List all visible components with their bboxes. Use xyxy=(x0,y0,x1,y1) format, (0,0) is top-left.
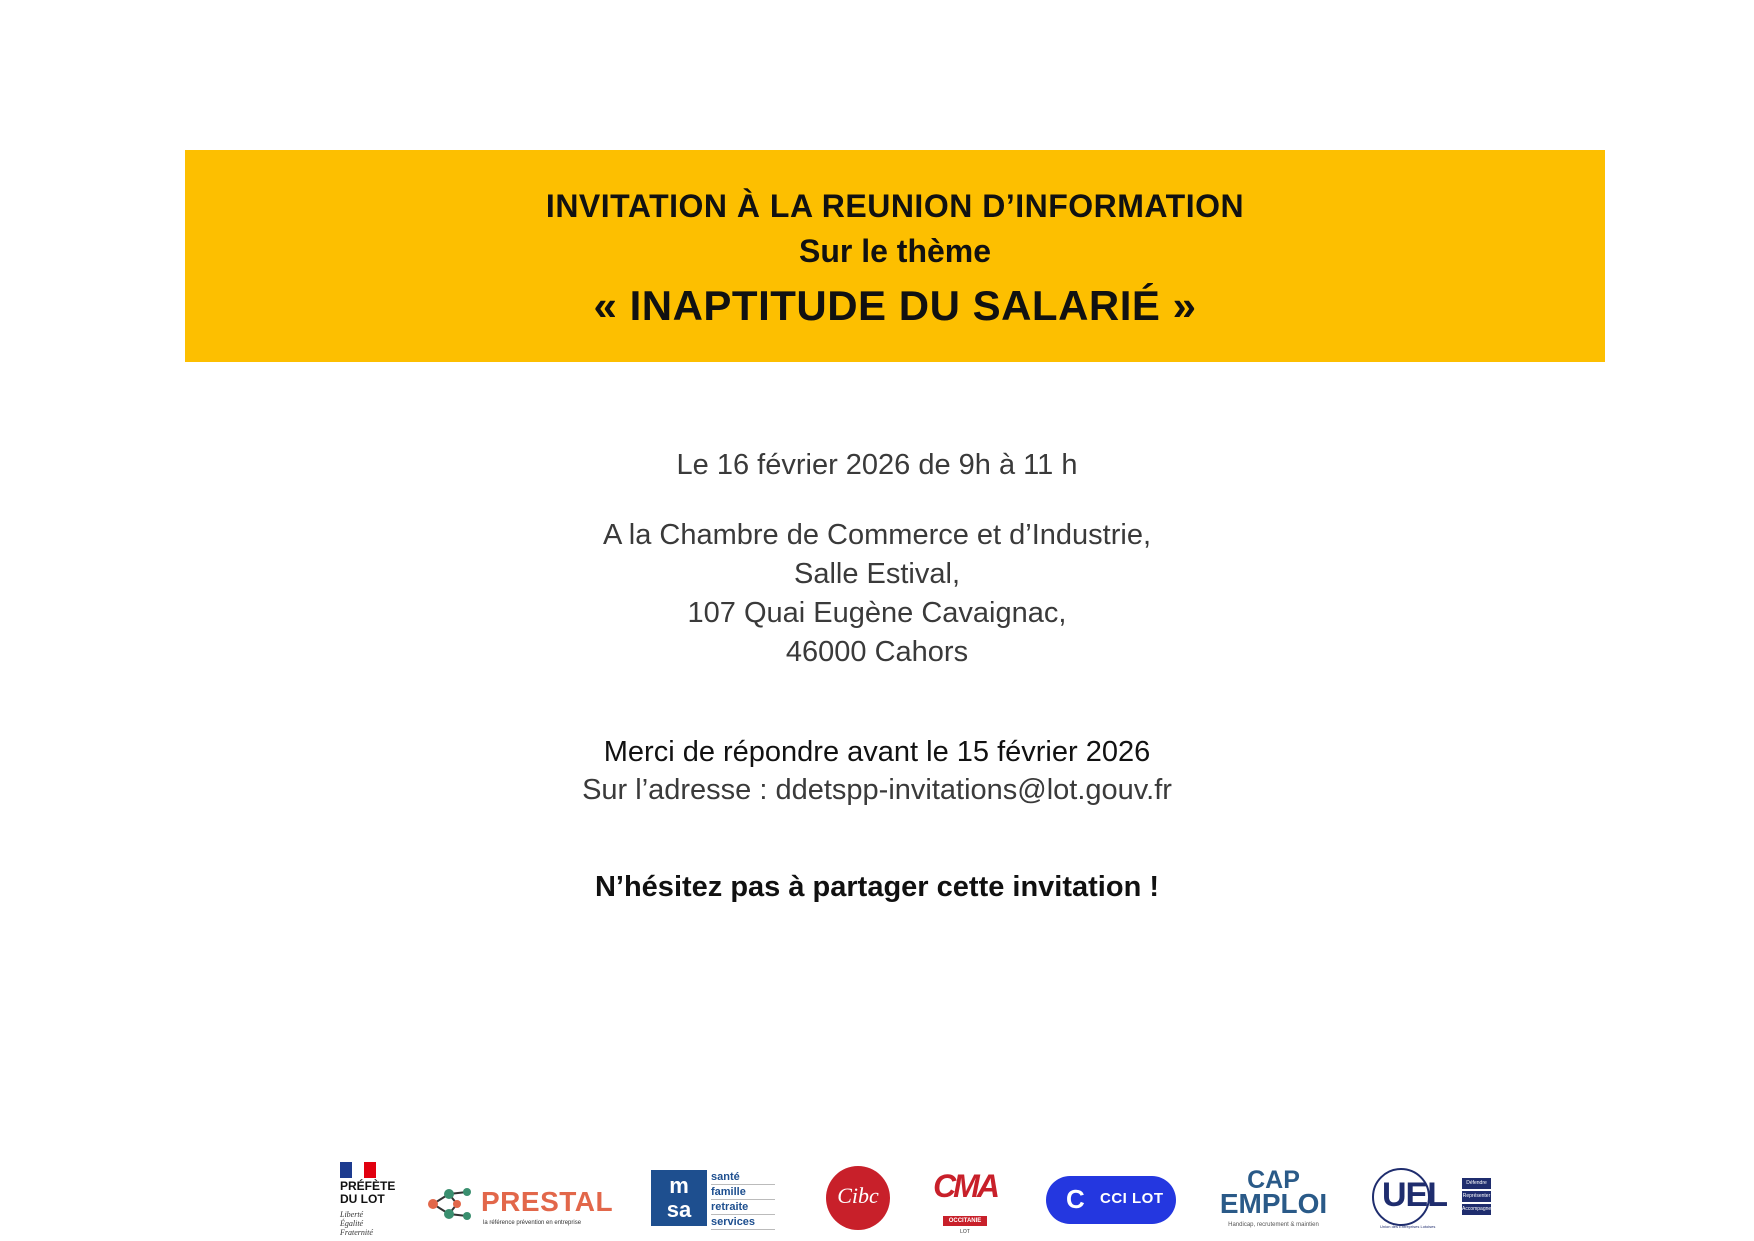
rsvp-block xyxy=(0,733,1754,809)
prestal-name: PRESTAL xyxy=(481,1186,614,1217)
cci-lot-logo xyxy=(1046,1158,1176,1238)
uel-bars: Défendre Représenter Accompagner xyxy=(1462,1178,1491,1217)
cap-emploi-logo xyxy=(1216,1158,1331,1238)
cap-emploi-line1: CAP xyxy=(1247,1166,1300,1194)
msa-logo xyxy=(651,1158,776,1238)
prefete-motto: Liberté Égalité Fraternité xyxy=(340,1210,373,1237)
prefete-title: PRÉFÈTE DU LOT xyxy=(340,1179,396,1206)
address-line: Salle Estival, xyxy=(793,558,960,590)
uel-name: UEL xyxy=(1382,1176,1447,1214)
cma-mark: CMA xyxy=(933,1168,997,1204)
share-call-to-action: N’hésitez pas à partager cette invitation ! xyxy=(594,871,1160,903)
msa-mark: m sa xyxy=(651,1170,707,1226)
uel-logo xyxy=(1372,1158,1492,1238)
cap-emploi-tagline: Handicap, recrutement & maintien xyxy=(1228,1222,1319,1228)
prestal-molecule-icon xyxy=(427,1184,477,1224)
cap-emploi-line2: EMPLOI xyxy=(1219,1188,1328,1219)
cci-c-icon: C xyxy=(1066,1184,1085,1214)
prefete-du-lot-logo xyxy=(338,1158,408,1238)
prestal-tagline: la référence prévention en entreprise xyxy=(483,1220,582,1226)
cma-dept: LOT xyxy=(960,1229,970,1235)
cibc-logo xyxy=(826,1158,892,1238)
address-line: 46000 Cahors xyxy=(785,636,969,668)
cci-name: CCI LOT xyxy=(1100,1190,1164,1207)
cma-region: OCCITANIE xyxy=(943,1216,987,1226)
cibc-name: Cibc xyxy=(826,1166,890,1230)
uel-subtitle: Union des Entreprises Lotoises xyxy=(1380,1224,1436,1229)
rsvp-deadline: Merci de répondre avant le 15 février 2026 xyxy=(603,736,1151,768)
cma-logo xyxy=(929,1158,1003,1238)
address-line: A la Chambre de Commerce et d’Industrie, xyxy=(602,519,1152,551)
msa-words: santé famille retraite services xyxy=(711,1170,775,1230)
title-banner xyxy=(185,150,1605,362)
theme-label: Sur le thème xyxy=(798,233,992,269)
address-line: 107 Quai Eugène Cavaignac, xyxy=(687,597,1067,629)
prestal-logo xyxy=(427,1158,612,1238)
theme-title: « INAPTITUDE DU SALARIÉ » xyxy=(593,282,1197,329)
event-date: Le 16 février 2026 de 9h à 11 h xyxy=(676,449,1078,481)
rsvp-email[interactable]: Sur l’adresse : ddetspp-invitations@lot.gouv.fr xyxy=(582,774,1172,806)
event-address xyxy=(0,516,1754,672)
french-flag-icon xyxy=(340,1162,376,1178)
partner-logos xyxy=(0,1158,1754,1238)
invitation-title: INVITATION À LA REUNION D’INFORMATION xyxy=(545,188,1245,224)
